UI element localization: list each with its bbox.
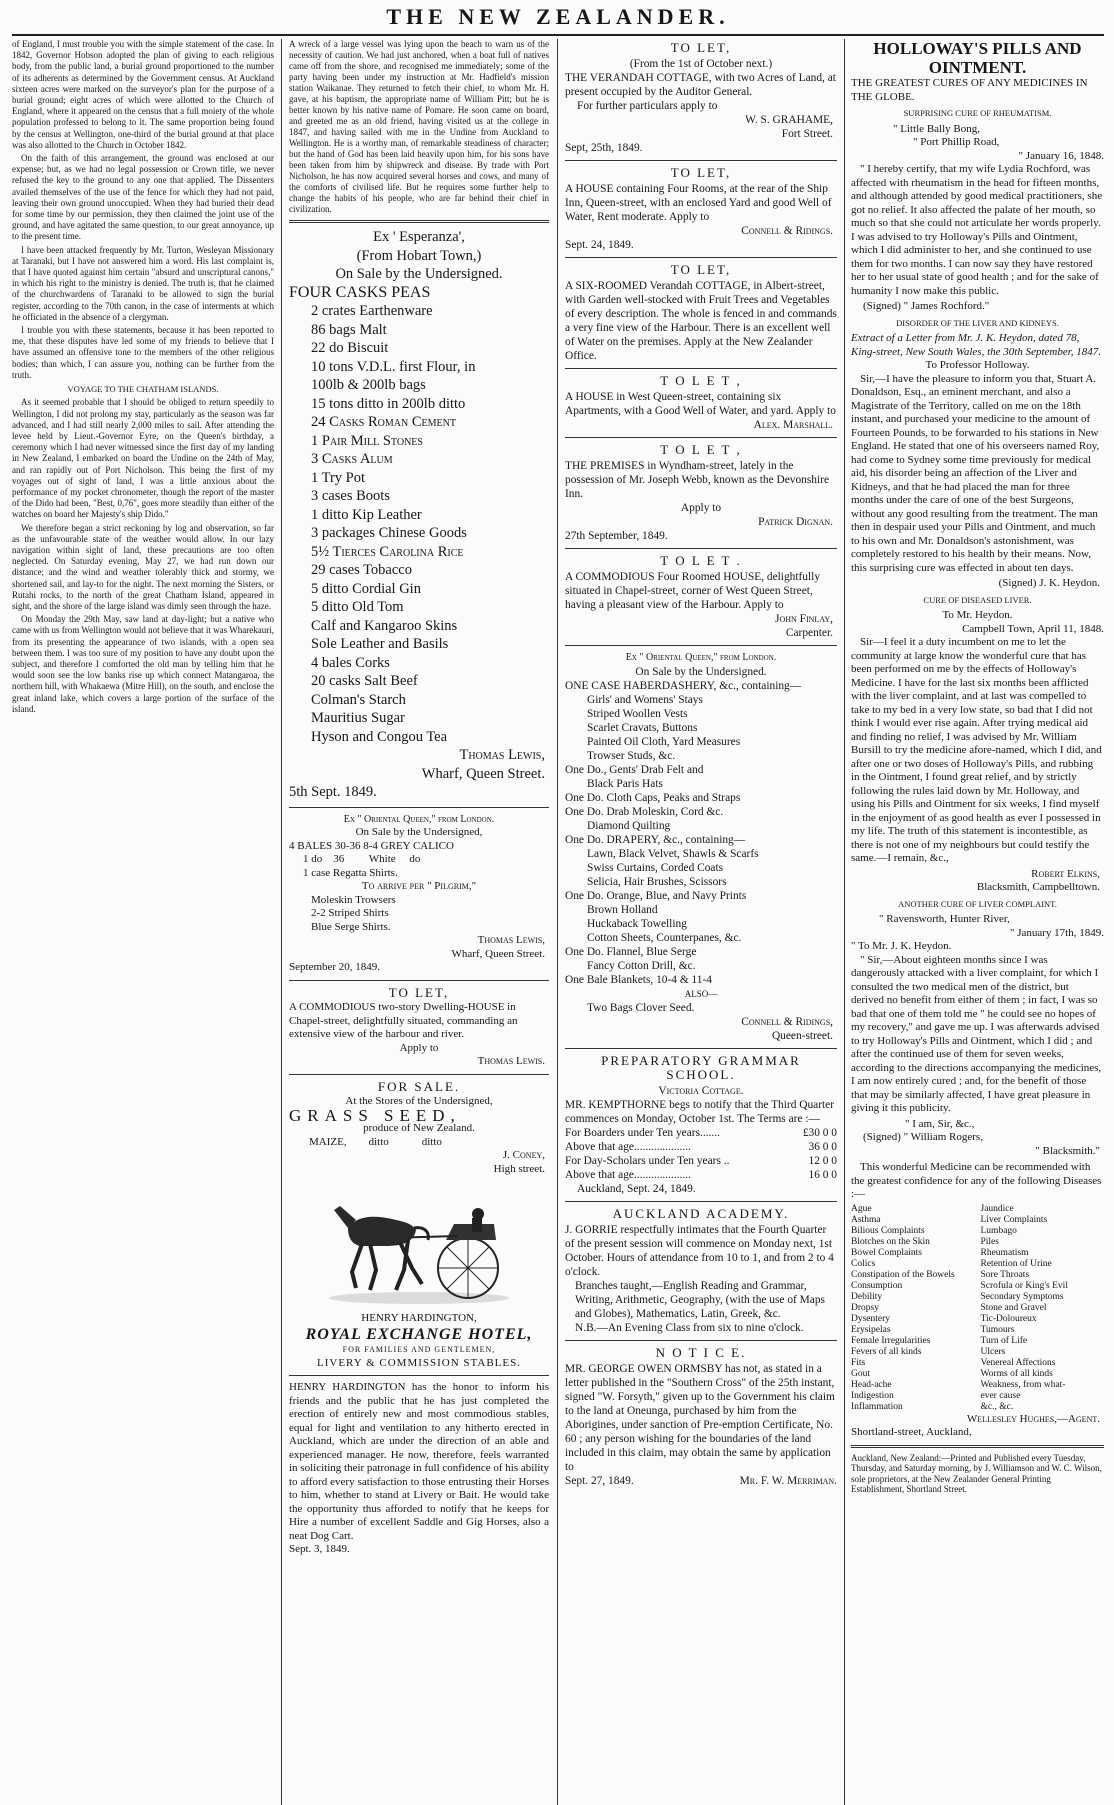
column-rule — [281, 39, 282, 1805]
address-line: " January 17th, 1849. — [1009, 926, 1104, 939]
divider — [289, 807, 549, 808]
ad-item: Blue Serge Shirts. — [311, 920, 391, 933]
address-line: " January 16, 1848. — [1018, 149, 1104, 162]
addressee: " To Mr. J. K. Heydon. — [851, 940, 952, 952]
to-let-chapel-ad — [289, 986, 549, 1069]
wreck-paragraph: A wreck of a large vessel was lying upon the beach to warn us of the necessity of caution. We had just anchored, when a boat full of natives came off from the shore, and recognised me immediately; some of the party having been under my instruction at Mr. Hadfield's mission station Waikanae. They returned to fetch their chief, to whom Mr. H. gave, at his baptism, the appropriate name of William Pitt; but he is better known by his native name of Pomare. He soon came on board, and greeted me as an old friend, having visited us at the college in 1847, and having sailed with me in the Undine from Auckland to Wellington. He is a worthy man, of remarkable steadiness of character; but the hand of God has been laid heavily upon him, for his sons have been taken from him by shipwreck and disease. By trade with Port Nicholson, he has now acquired several horses and cows, and many of the comforts of civilised life. But he requires some further help to change the habits of his people, who are far behind their chief in civilization. — [289, 39, 549, 214]
ad-date: Sept, 25th, 1849. — [565, 142, 643, 154]
ad-address: Fort Street. — [781, 128, 833, 140]
signature: (Signed) " William Rogers, — [863, 1131, 983, 1143]
disease-item: Debility — [851, 1291, 883, 1302]
ad-line: Two Bags Clover Seed. — [587, 1002, 695, 1014]
ad-signer: Thomas Lewis, — [459, 747, 545, 763]
disease-item: Jaundice — [980, 1203, 1014, 1214]
disease-item: Weakness, from what- — [980, 1379, 1066, 1390]
ad-line: 4 BALES 30-36 8-4 GREY CALICO — [289, 839, 454, 852]
section-heading: DISORDER OF THE LIVER AND KIDNEYS. — [896, 317, 1059, 328]
ad-heading: T O L E T . — [660, 553, 742, 568]
ad-item: Scarlet Cravats, Buttons — [587, 722, 698, 734]
ad-signer: John Finlay, — [775, 613, 833, 625]
disease-item: Secondary Symptoms — [980, 1291, 1064, 1302]
ad-signer: Patrick Dignan. — [758, 516, 833, 528]
disease-item: Dysentery — [851, 1313, 891, 1324]
price-row — [565, 1126, 837, 1140]
testimonial: Sir—I feel it a duty incumbent on me to let the community at large know the wonderful cure that has been performed on me by the effects of Holloway's Medicine. I have for the last six months been afflicted with the liver complaint, and at last was compelled to take to my bed in a very low state, so bad that I did not think I would ever rise again. After trying medical aid and finding no relief, I was advised by Mr. William Bursill to try the medicine afore-named, which I did, and after one or two doses of Holloway's Pills, and rubbing in the Ointment, I found great relief, and by strictly following the rules laid down by Mr. Holloway, and using his Pills and Ointment for six weeks, I find myself in the enjoyment of as good health as ever I possessed in my life. The truth of this statement is incontestible, as there is not one of my neighbours but could testify the same.—I remain, &c., — [851, 636, 1102, 864]
ad-heading: AUCKLAND ACADEMY. — [612, 1206, 790, 1221]
signature: Blacksmith, Campbelltown. — [976, 881, 1100, 893]
disease-item: Head-ache — [851, 1379, 892, 1390]
ad-heading: TO LET, — [670, 262, 732, 277]
ad-line: One Do. Flannel, Blue Serge — [565, 946, 697, 958]
price-amount: 16 0 0 — [808, 1169, 837, 1181]
disease-item: Worms of all kinds — [980, 1368, 1053, 1379]
disease-item: Ulcers — [980, 1346, 1006, 1357]
divider — [565, 1048, 837, 1049]
divider — [289, 1074, 549, 1075]
ad-item: 3 packages Chinese Goods — [311, 525, 467, 541]
ad-item: 3 Casks Alum — [311, 451, 393, 467]
ad-item: 5 ditto Old Tom — [311, 599, 404, 615]
paragraph: As it seemed probable that I should be obliged to return speedily to Wellington, I did not prolong my stay, particularly as the season was far advanced, and I had still nearly 2,000 miles to sail. After attending the levee held by Lieut.-Governor Eyre, on the Queen's birthday, a ceremony which I had never witnessed since the first day of my landing in New Zealand, I embarked on board the Undine on the 24th of May, and ran rapidly out of Port Nicholson. This being the first of my voyages out of sight of land, I was a little anxious about the performance of my pocket chronometer, though the report of the master of the Dido had been, "Best, 0,76", goes more steadily than either of the watches on board her Majesty's ship Dido." — [12, 397, 274, 520]
ad-item: 4 bales Corks — [311, 654, 390, 671]
ad-body: A HOUSE in West Queen-street, containing six Apartments, with a Good Well of Water, and yard. Apply to — [565, 391, 836, 417]
ad-line: To arrive per " Pilgrim," — [361, 880, 477, 892]
ad-line: Black Paris Hats — [587, 778, 663, 790]
ad-heading: TO LET, — [670, 40, 732, 55]
ad-item: 3 cases Boots — [311, 488, 390, 504]
verandah-cottage-ad — [565, 41, 837, 155]
price-amount: £30 0 0 — [802, 1127, 837, 1139]
ad-item: Moleskin Trowsers — [311, 893, 396, 906]
ship-inn-house-ad — [565, 166, 837, 252]
addressee: To Professor Holloway. — [925, 359, 1030, 371]
paragraph: On the faith of this arrangement, the ground was enclosed at our expense; but, as we had no legal possession or Crown title, we never refused the key to the ground to any one that applied. The Dissenters availed themselves of the use of the fence for which they had not paid, leaving their own ground unoccupied. When they had buried their dead for some time by our permission, they then claimed the joint use of the ground, and have agitated the same question, to our great annoyance, up to the present time. — [12, 153, 274, 242]
disease-item: Retention of Urine — [980, 1258, 1052, 1269]
ad-line: One Bale Blankets, 10-4 & 11-4 — [565, 974, 712, 986]
ad-line: Huckaback Towelling — [587, 918, 687, 930]
disease-item: Erysipelas — [851, 1324, 891, 1335]
ad-address: Queen-street. — [771, 1030, 833, 1042]
disease-item: Piles — [980, 1236, 999, 1247]
hotel-body: HENRY HARDINGTON has the honor to inform his friends and the public that he has just completed the erection of entirely new and most commodious stables, equal for light and ventilation to any hitherto erected in Auckland, which are under the direction of an able and experienced manager. He now, therefore, feels warranted in soliciting their patronage in full confidence of his ability to afford every satisfaction to those entrusting their Horses to him, whether to stand at Livery or Bait. He would take the opportunity thus afforded to notify that he keeps for Hire a number of excellent Saddle and Gig Horses, also a neat Dog Cart. — [289, 1381, 549, 1542]
testimonial: " I hereby certify, that my wife Lydia Rochford, was affected with rheumatism in the head for fifteen months, and although attended by good medical practitioners, she got no relief. It also affected the palate of her mouth, so much so that she could not articulate her words properly. I was advised to try Holloway's Pills and Ointment, which I did administer to her, and she continued to use them for two months. I can now say they have restored her to her usual state of good health ; and for the sake of humanity I now make this public. — [851, 163, 1103, 297]
ad-also: ALSO— — [684, 989, 718, 999]
columns — [12, 39, 1104, 1805]
ad-item: Sole Leather and Basils — [311, 636, 449, 652]
hotel-livery: LIVERY & COMMISSION STABLES. — [317, 1356, 521, 1369]
ad-item: 1 ditto Kip Leather — [311, 506, 422, 523]
disease-item: Dropsy — [851, 1302, 879, 1313]
addressee: To Mr. Heydon. — [942, 609, 1013, 621]
ad-note: N.B.—An Evening Class from six to nine o'clock. — [575, 1322, 804, 1334]
column-4-holloway — [851, 39, 1104, 1805]
holloway-tagline: THE GREATEST CURES OF ANY MEDICINES IN THE GLOBE. — [851, 77, 1088, 103]
disease-item: Inflammation — [851, 1401, 903, 1412]
disease-item: Turn of Life — [980, 1335, 1028, 1346]
hotel-title: ROYAL EXCHANGE HOTEL, — [305, 1325, 533, 1343]
ad-item: Mauritius Sugar — [311, 710, 405, 726]
ad-address: Wharf, Queen Street. — [421, 765, 545, 782]
ad-line: Selicia, Hair Brushes, Scissors — [587, 876, 727, 888]
disease-item: Indigestion — [851, 1390, 894, 1401]
ad-apply: Apply to — [680, 502, 722, 514]
ad-item: 5½ Tierces Carolina Rice — [311, 543, 464, 560]
ad-date: Sept. 27, 1849. — [565, 1475, 634, 1487]
ad-signer: Connell & Ridings, — [741, 1016, 833, 1028]
ad-line: One Do., Gents' Drab Felt and — [565, 764, 704, 776]
disease-item: Stone and Gravel — [980, 1302, 1047, 1313]
ad-role: Carpenter. — [785, 627, 833, 639]
ad-date: September 20, 1849. — [289, 961, 381, 973]
ad-date: Auckland, Sept. 24, 1849. — [577, 1183, 696, 1195]
disease-item: Gout — [851, 1368, 870, 1379]
disease-item: &c., &c. — [980, 1401, 1014, 1412]
address-line: " Ravensworth, Hunter River, — [879, 913, 1010, 925]
divider — [565, 160, 837, 161]
divider — [565, 548, 837, 549]
ad-line: Cotton Sheets, Counterpanes, &c. — [587, 932, 742, 944]
ad-line: One Do. Orange, Blue, and Navy Prints — [565, 890, 747, 902]
ad-address: High street. — [493, 1162, 545, 1175]
ad-heading: N O T I C E. — [655, 1345, 747, 1360]
divider — [289, 980, 549, 981]
ad-line: 1 do 36 White do — [303, 853, 421, 865]
ad-item: 5 ditto Cordial Gin — [311, 580, 421, 597]
ad-line: 1 case Regatta Shirts. — [303, 866, 398, 879]
disease-item: Colics — [851, 1258, 876, 1269]
paragraph: We therefore began a strict reckoning by log and observation, so far as the unfavourable state of the weather would allow. In our lazy navigation within sight of land, these precautions are too often neglected. On Saturday evening, May 27, we had run down our distance; and the wind and weather tolerably thick and stormy, we shortened sail, and lay-to for the night. The next morning the Sisters, or Rutahi rocks, to the north of the great Chatham Island, appeared in sight, and the shore of the large island was dimly seen through the haze. — [12, 522, 274, 611]
divider — [565, 257, 837, 258]
signature: (Signed) J. K. Heydon. — [998, 577, 1100, 589]
ad-address: Wharf, Queen Street. — [451, 947, 545, 960]
ad-line: GRASS SEED, — [289, 1105, 461, 1125]
ad-heading: TO LET, — [388, 984, 450, 1000]
holloway-title: HOLLOWAY'S PILLS AND — [873, 39, 1082, 58]
ad-date: Sept. 24, 1849. — [565, 239, 634, 251]
price-label: Above that age.................... — [565, 1141, 691, 1153]
ad-line: Diamond Quilting — [587, 820, 671, 832]
ad-signer: Thomas Lewis, — [477, 934, 545, 946]
price-amount: 36 0 0 — [808, 1141, 837, 1153]
disease-item: Bowel Complaints — [851, 1247, 922, 1258]
ad-item: 1 Try Pot — [311, 469, 366, 486]
oriental-queen-ad — [289, 813, 549, 975]
section-heading: ANOTHER CURE OF LIVER COMPLAINT. — [898, 898, 1057, 909]
address-line: " Port Phillip Road, — [913, 136, 1000, 148]
holloway-title-2: OINTMENT. — [928, 58, 1027, 77]
for-sale-ad — [289, 1080, 549, 1177]
ad-body: A HOUSE containing Four Rooms, at the rear of the Ship Inn, Queen-street, with an enclosed Yard and good Well of Water, Rent moderate. Apply to — [565, 183, 832, 223]
ad-body: A COMMODIOUS two-story Dwelling-HOUSE in Chapel-street, delightfully situated, commanding an extensive view of the harbour and river. — [289, 1001, 518, 1040]
divider — [289, 1375, 549, 1376]
hotel-proprietor: HENRY HARDINGTON, — [361, 1312, 477, 1324]
ad-item: 22 do Biscuit — [311, 340, 389, 356]
divider — [289, 220, 549, 223]
column-2-ads — [289, 39, 549, 1805]
ad-line: Fancy Cotton Drill, &c. — [587, 960, 696, 972]
ad-apply: For further particulars apply to — [577, 100, 718, 112]
ad-item: Hyson and Congou Tea — [311, 728, 448, 745]
section-heading: SURPRISING CURE OF RHEUMATISM. — [903, 108, 1052, 118]
ad-heading: FOR SALE. — [377, 1078, 461, 1094]
divider — [851, 1445, 1104, 1448]
ad-item: Colman's Starch — [311, 691, 406, 708]
printer-imprint: Auckland, New Zealand:—Printed and Published every Tuesday, Thursday, and Saturday morning, by J. Williamson and W. C. Wilson, sole proprietors, at the New Zealander General Printing Establishment, Shortland Street. — [851, 1452, 1102, 1494]
divider — [565, 437, 837, 438]
ad-signer: Thomas Lewis. — [477, 1055, 545, 1067]
diseases-intro: This wonderful Medicine can be recommended with the greatest confidence for any of the following Diseases :— — [851, 1161, 1102, 1200]
ad-line: One Do. Drab Moleskin, Cord &c. — [565, 806, 724, 818]
signature: (Signed) " James Rochford." — [863, 300, 990, 312]
ad-item: 10 tons V.D.L. first Flour, in — [311, 358, 476, 375]
wyndham-street-premises-ad — [565, 443, 837, 543]
column-rule — [557, 39, 558, 1805]
price-row — [565, 1154, 837, 1168]
ad-subheading: Victoria Cottage. — [658, 1085, 744, 1097]
paragraph: of England, I must trouble you with the simple statement of the case. In 1842, Governor Hobson adopted the plan of giving to each religious body, from the public land, a burial ground proportioned to the number of its adherents as determined by the Government census. At Auckland sixteen acres were marked on the surveyor's plan for the purpose of a burial ground; eight acres of which were allotted to the Church of England, where it appeared on the census that a full moiety of the whole population professed to belong to it. The same proportion being found by the census at Wellington, one-third of the burial ground at that place was also allotted to the Church in October 1842. — [12, 39, 274, 150]
ad-item: 2-2 Striped Shirts — [311, 907, 389, 919]
ad-line: One Do. DRAPERY, &c., containing— — [565, 834, 746, 846]
agent-name: Wellesley Hughes,—Agent. — [966, 1412, 1100, 1425]
ad-date: 5th Sept. 1849. — [289, 784, 377, 800]
ad-body: Branches taught,—English Reading and Grammar, Writing, Arithmetic, Geography, (with the use of Maps and Globes), Mathematics, Latin, Greek, &c. — [575, 1280, 825, 1320]
ad-onsale: On Sale by the Undersigned. — [335, 266, 503, 282]
disease-item: Tumours — [980, 1324, 1015, 1335]
disease-item: Rheumatism — [980, 1247, 1029, 1258]
ad-onsale: On Sale by the Undersigned. — [635, 666, 767, 678]
disease-item: Bilious Complaints — [851, 1225, 925, 1236]
ad-heading: PREPARATORY GRAMMAR SCHOOL. — [601, 1053, 801, 1082]
ad-line: Brown Holland — [587, 904, 658, 916]
ad-line: One Do. Cloth Caps, Peaks and Straps — [565, 792, 741, 804]
ad-item: Calf and Kangaroo Skins — [311, 617, 458, 634]
ad-line: MAIZE, ditto ditto — [309, 1135, 442, 1148]
agent-address: Shortland-street, Auckland, — [851, 1426, 972, 1438]
ad-date: 27th September, 1849. — [565, 530, 668, 542]
signature: Robert Elkins, — [1031, 867, 1100, 880]
disease-item: Lumbago — [980, 1225, 1017, 1236]
ad-line: Lawn, Black Velvet, Shawls & Scarfs — [587, 848, 759, 860]
masthead: THE NEW ZEALANDER. — [12, 4, 1104, 36]
disease-item: Fits — [851, 1357, 866, 1368]
paragraph: I trouble you with these statements, because it has been reported to me, that these disputes have led some of my friends to believe that I have assumed an offensive tone to the members of the other religious bodies; than which, I can assure you, nothing can be further from the truth. — [12, 325, 274, 380]
ad-item: 24 Casks Roman Cement — [311, 414, 456, 430]
divider — [565, 368, 837, 369]
disease-item: Constipation of the Bowels — [851, 1269, 955, 1280]
ad-ex: Ex " Oriental Queen," from London. — [625, 652, 777, 663]
esperanza-ad — [289, 228, 549, 802]
diseases-list — [851, 1204, 1104, 1413]
ad-signer: Alex. Marshall. — [753, 419, 833, 431]
price-row — [565, 1140, 837, 1154]
signature: " I am, Sir, &c., — [905, 1117, 975, 1130]
ad-item: 20 casks Salt Beef — [311, 673, 418, 689]
column-3-ads — [565, 39, 837, 1805]
ad-signer: Mr. F. W. Merriman. — [739, 1475, 837, 1487]
ad-heading: T O L E T , — [660, 442, 742, 457]
ad-line: produce of New Zealand. — [363, 1122, 475, 1134]
ad-signer: J. Coney, — [502, 1149, 545, 1161]
ad-apply: Apply to — [399, 1041, 439, 1054]
horse-and-gig-illustration — [326, 1180, 512, 1308]
section-heading: VOYAGE TO THE CHATHAM ISLANDS. — [67, 384, 219, 395]
ormsby-notice-ad — [565, 1346, 837, 1488]
disease-item: Scrofula or King's Evil — [980, 1280, 1068, 1291]
albert-street-cottage-ad — [565, 263, 837, 363]
ad-item: Trowser Studs, &c. — [587, 750, 676, 762]
column-1-letter — [12, 39, 274, 1805]
divider — [565, 645, 837, 646]
ad-body: THE VERANDAH COTTAGE, with two Acres of Land, at present occupied by the Auditor General. — [565, 72, 836, 98]
disease-item: Consumption — [851, 1280, 903, 1291]
ad-line: Swiss Curtains, Corded Coats — [587, 862, 724, 874]
price-amount: 12 0 0 — [808, 1155, 837, 1167]
disease-item: Venereal Affections — [980, 1357, 1056, 1368]
extract-line: Extract of a Letter from Mr. J. K. Heydon, dated 78, King-street, New South Wales, the 30th September, 1847. — [851, 332, 1102, 358]
testimonial: Sir,—I have the pleasure to inform you that, Stuart A. Donaldson, Esq., an eminent merchant, and also a Magistrate of the Territory, called on me on the 18th instant, and purchased your medicine to the amount of Fourteen Pounds, to be forwarded to his stations in New England. He stated that one of his overseers named Roy, had come to Sydney some time previously for medical aid, his disorder being an affection of the Liver and Kidneys, and that he had placed the man for three months under the care of one of the best Surgeons, without any good resulting from the treatment. The man then in despair used your Pills and Ointment, and much to his own and Mr. Donaldson's astonishment, was completely restored to his health by their means. Now, this surprising cure was effected in about ten days. — [851, 372, 1100, 574]
ad-item: 15 tons ditto in 200lb ditto — [311, 395, 466, 412]
disease-item: Asthma — [851, 1214, 881, 1225]
ad-from: (From Hobart Town,) — [356, 247, 482, 264]
ad-line: At the Stores of the Undersigned, — [345, 1095, 493, 1107]
ad-item: 86 bags Malt — [311, 321, 387, 338]
price-row — [565, 1168, 837, 1182]
column-rule — [844, 39, 845, 1805]
address-line: " Little Bally Bong, — [893, 122, 980, 135]
ad-signer: Connell & Ridings. — [741, 225, 833, 237]
disease-item: Blotches on the Skin — [851, 1236, 930, 1247]
ad-item: Striped Woollen Vests — [587, 708, 688, 720]
ad-ex: Ex " Oriental Queen," from London. — [343, 813, 495, 825]
disease-item: Liver Complaints — [980, 1214, 1048, 1225]
section-heading: CURE OF DISEASED LIVER. — [923, 594, 1032, 605]
ad-item: 29 cases Tobacco — [311, 562, 412, 578]
ad-ex: Ex ' Esperanza', — [373, 229, 465, 245]
price-label: For Day-Scholars under Ten years .. — [565, 1155, 730, 1167]
testimonial: " Sir,—About eighteen months since I was dangerously attacked with a liver complaint, for which I consulted the two medical men of the district, but derived no benefit from either of them ; in fact, I was so bad that one of them told me " he could see no hopes of my recovery," and gave me up. I was afterwards advised to try Holloway's Pills and Ointment, which I did ; and after the continued use of them for seven weeks, according to the directions accompanying the medicines, I am now entirely cured ; and, for the benefit of those that may be similarly affected, I have great pleasure in giving it this publicity. — [851, 953, 1102, 1114]
disease-item: Ague — [851, 1203, 872, 1214]
auckland-academy-ad — [565, 1207, 837, 1335]
ad-body: MR. GEORGE OWEN ORMSBY has not, as stated in a letter published in the "Southern Cross" of the 25th instant, signed "W. Forsyth," given up to the Government his claim to the land at Oneunga, purchased by him from the Aborigines, under sanction of Pre-emption Certificate, No. 60 ; any person wishing for the boundaries of the land included in this claim, may obtain the same by application to — [565, 1363, 835, 1473]
haberdashery-ad — [565, 651, 837, 1043]
ad-date: Sept. 3, 1849. — [289, 1543, 350, 1555]
ad-heading: T O L E T , — [660, 373, 742, 388]
disease-item: Tic-Doloureux — [980, 1313, 1037, 1324]
ad-subheading: (From the 1st of October next.) — [629, 58, 773, 70]
ad-body: MR. KEMPTHORNE begs to notify that the Third Quarter commences on Monday, October 1st. The Terms are :— — [565, 1099, 835, 1125]
ad-item: 100lb & 200lb bags — [311, 377, 426, 393]
disease-item: Female Irregularities — [851, 1335, 931, 1346]
chapel-street-house-ad — [565, 554, 837, 640]
price-label: For Boarders under Ten years....... — [565, 1127, 720, 1139]
ad-body: J. GORRIE respectfully intimates that the Fourth Quarter of the present session will commence on Monday next, 1st October. Hours of attendance from 10 to 1, and from 2 to 4 o'clock. — [565, 1224, 834, 1278]
ad-onsale: On Sale by the Undersigned, — [355, 826, 483, 838]
ad-body: A COMMODIOUS Four Roomed HOUSE, delightfully situated in Chapel-street, corner of West Queen Street, having a pleasant view of the Harbour. Apply to — [565, 571, 821, 611]
ad-lead: ONE CASE HABERDASHERY, &c., containing— — [565, 680, 802, 692]
disease-item: Sore Throats — [980, 1269, 1030, 1280]
ad-body: THE PREMISES in Wyndham-street, lately in the possession of Mr. Joseph Webb, known as the Devonshire Inn. — [565, 460, 829, 500]
west-queen-street-house-ad — [565, 374, 837, 432]
divider — [565, 1201, 837, 1202]
paragraph: On Monday the 29th May, saw land at day-light; but a native who came with us from Wellington would not believe that it was Wharekauri, from its presenting the appearance of two islands, with a open sea between them. I was too sure of my position to have any doubt upon the subject, and therefore I comforted the old man by telling him that he would soon see the low banks rise up which connect Matangaroa, the northern hill, with Whakaewa (Mitre Hill), on the south, and enclose the great inland lake, which covers a large portion of the surface of the island. — [12, 614, 274, 714]
signature: " Blacksmith." — [1035, 1144, 1100, 1157]
royal-exchange-hotel-ad — [289, 1312, 549, 1557]
address-line: Campbell Town, April 11, 1848. — [962, 622, 1104, 635]
divider — [565, 1340, 837, 1341]
grammar-school-ad — [565, 1054, 837, 1196]
ad-item: Painted Oil Cloth, Yard Measures — [587, 736, 741, 748]
ad-item-lead: FOUR CASKS PEAS — [289, 283, 431, 301]
notice-footer — [565, 1474, 837, 1488]
hotel-subtitle: FOR FAMILIES AND GENTLEMEN, — [342, 1345, 496, 1354]
ad-item: 1 Pair Mill Stones — [311, 432, 423, 449]
paragraph: I have been attacked frequently by Mr. Turton, Wesleyan Missionary at Taranaki, but I have not answered him a word. His last complaint is, that I have quoted against him certain "absurd and unscriptural canons," in which his right to the ministry is denied. The truth is, that he claimed of the churchwardens of Taranaki to be allowed to sign the burial register, according to the 70th canon, in the case of interments at which he officiated in the absence of a clergyman. — [12, 244, 274, 322]
ad-heading: TO LET, — [670, 165, 732, 180]
ad-body: A SIX-ROOMED Verandah COTTAGE, in Albert-street, with Garden well-stocked with Fruit Trees and Vegetables of every description. The whole is fenced in and commands a very fine view of the Harbour. There is an excellent well of Water on the premises. Apply at the New Zealander Office. — [565, 280, 837, 362]
ad-item: 2 crates Earthenware — [311, 303, 433, 319]
price-label: Above that age.................... — [565, 1169, 691, 1181]
ad-signer: W. S. GRAHAME, — [745, 114, 833, 126]
disease-item: ever cause — [980, 1390, 1021, 1401]
disease-item: Fevers of all kinds — [851, 1346, 922, 1357]
ad-item: Girls' and Womens' Stays — [587, 694, 703, 706]
